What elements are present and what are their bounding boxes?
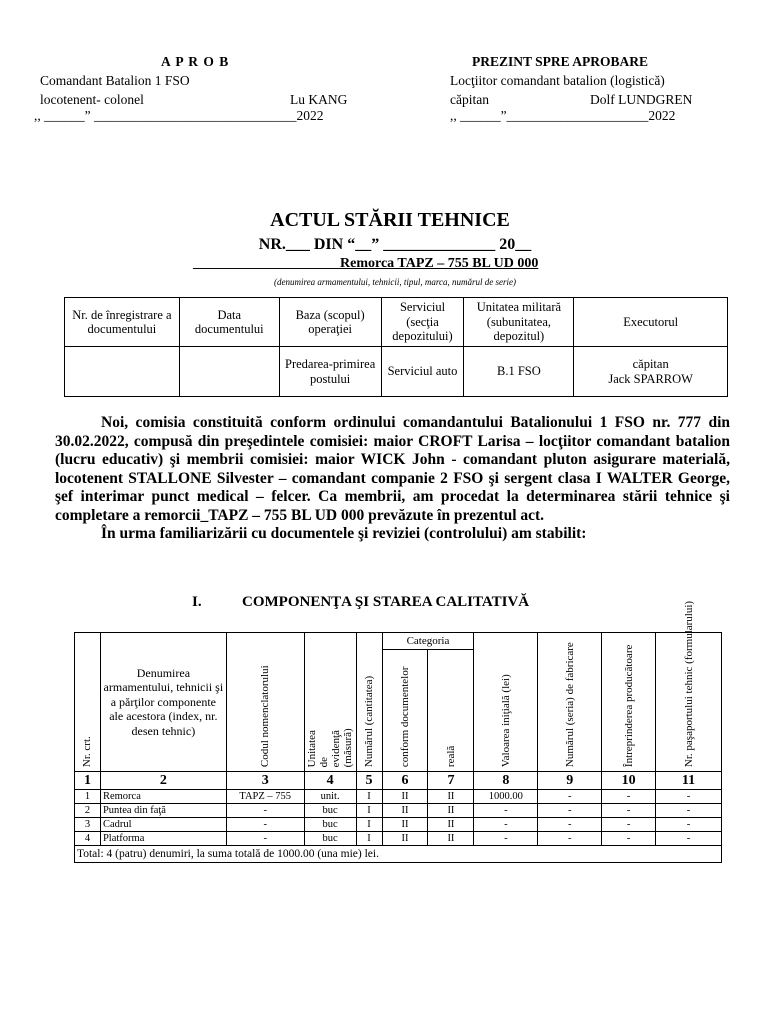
cell: - bbox=[656, 804, 722, 818]
column-number: 6 bbox=[382, 772, 428, 790]
cell: - bbox=[656, 832, 722, 846]
cell: buc bbox=[304, 818, 356, 832]
cell: - bbox=[656, 790, 722, 804]
cell: - bbox=[602, 790, 656, 804]
cell: 1 bbox=[75, 790, 101, 804]
header-nr: Nr. crt. bbox=[75, 633, 101, 772]
cell: II bbox=[382, 818, 428, 832]
header-cat-real: reală bbox=[428, 650, 474, 772]
approve-position: Comandant Batalion 1 FSO bbox=[40, 73, 190, 88]
cell: - bbox=[602, 804, 656, 818]
cell: 1000.00 bbox=[474, 790, 538, 804]
column-number: 3 bbox=[226, 772, 304, 790]
cell: II bbox=[382, 790, 428, 804]
column-number: 11 bbox=[656, 772, 722, 790]
cell: buc bbox=[304, 832, 356, 846]
header-cell: Data documentului bbox=[179, 298, 279, 347]
data-cell: Serviciul auto bbox=[381, 347, 464, 397]
header-category: Categoria bbox=[382, 633, 474, 650]
cell: 2 bbox=[75, 804, 101, 818]
registration-table bbox=[64, 297, 728, 397]
cell: II bbox=[428, 832, 474, 846]
header-maker: Întreprinderea producătoare bbox=[602, 633, 656, 772]
data-cell: B.1 FSO bbox=[464, 347, 574, 397]
column-number: 8 bbox=[474, 772, 538, 790]
submit-rank: căpitan bbox=[450, 92, 489, 107]
cell: II bbox=[428, 818, 474, 832]
header-unit: Unitatea de evidenţă (măsură) bbox=[304, 633, 356, 772]
column-number: 4 bbox=[304, 772, 356, 790]
data-cell: Predarea-primirea postului bbox=[279, 347, 381, 397]
header-code: Codul nomenclatorului bbox=[226, 633, 304, 772]
findings-intro: În urma familiarizării cu documentele şi reviziei (controlului) am stabilit: bbox=[101, 525, 587, 542]
commission-text: Noi, comisia constituită conform ordinului comandantului Batalionului 1 FSO nr. 777 din 30.02.2022, compusă din preşedintele comisiei: maior CROFT Larisa – locţiitor comandant batalion (lucru educativ) şi membrii comisiei: maior WICK John - comandant pluton asigurare materială, locotenent STALLONE Silvester – comandant companie 2 FSO şi sergent clasa I WALTER George, şef interimar punct medical – felcer. Ca membrii, am procedat la determinarea stării tehnice şi completare a remorcii_TAPZ – 755 BL UD 000 prevăzute în prezentul act. bbox=[55, 414, 730, 524]
column-number: 1 bbox=[75, 772, 101, 790]
cell: - bbox=[474, 804, 538, 818]
cell: buc bbox=[304, 804, 356, 818]
approve-heading: A P R O B bbox=[161, 54, 230, 69]
submit-heading: PREZINT SPRE APROBARE bbox=[472, 54, 649, 69]
submit-date-line bbox=[450, 108, 675, 124]
cell: I bbox=[356, 804, 382, 818]
cell: - bbox=[602, 832, 656, 846]
approve-year: 2022 bbox=[296, 108, 324, 123]
header-passport: Nr. paşaportului tehnic (formularului) bbox=[656, 633, 722, 772]
table-row bbox=[75, 804, 722, 818]
cell: II bbox=[382, 832, 428, 846]
cell: - bbox=[474, 832, 538, 846]
cell: - bbox=[538, 832, 602, 846]
cell: - bbox=[656, 818, 722, 832]
approve-name: Lu KANG bbox=[290, 92, 348, 107]
cell: - bbox=[226, 832, 304, 846]
cell: II bbox=[428, 790, 474, 804]
cell: - bbox=[226, 804, 304, 818]
cell: - bbox=[538, 804, 602, 818]
registration-data-row bbox=[65, 347, 728, 397]
document-number-line: NR.___ DIN “__” ______________ 20__ bbox=[258, 236, 532, 253]
submit-year: 2022 bbox=[648, 108, 676, 123]
cell: I bbox=[356, 818, 382, 832]
table-row bbox=[75, 790, 722, 804]
cell: - bbox=[538, 818, 602, 832]
submit-name: Dolf LUNDGREN bbox=[590, 92, 693, 107]
column-number: 5 bbox=[356, 772, 382, 790]
registration-header-row bbox=[65, 298, 728, 347]
cell: Cadrul bbox=[100, 818, 226, 832]
data-cell: căpitan Jack SPARROW bbox=[574, 347, 728, 397]
cell: I bbox=[356, 832, 382, 846]
header-cell: Unitatea militară (subunitatea, depozitul) bbox=[464, 298, 574, 347]
cell: - bbox=[538, 790, 602, 804]
cell: Remorca bbox=[100, 790, 226, 804]
column-number: 9 bbox=[538, 772, 602, 790]
section-title: COMPONENŢA ŞI STAREA CALITATIVĂ bbox=[242, 594, 530, 610]
approve-date-blank: ,, ______” ______________________________ bbox=[34, 108, 297, 123]
column-number-row bbox=[75, 772, 722, 790]
cell: Platforma bbox=[100, 832, 226, 846]
header-value: Valoarea iniţială (lei) bbox=[474, 633, 538, 772]
cell: 4 bbox=[75, 832, 101, 846]
total-text: Total: 4 (patru) denumiri, la suma totală de 1000.00 (una mie) lei. bbox=[75, 846, 722, 863]
subject-text: Remorca TAPZ – 755 BL UD 000 bbox=[340, 256, 539, 271]
document-title: ACTUL STĂRII TEHNICE bbox=[270, 209, 510, 231]
cell: - bbox=[474, 818, 538, 832]
cell: 3 bbox=[75, 818, 101, 832]
cell: Puntea din faţă bbox=[100, 804, 226, 818]
column-number: 2 bbox=[100, 772, 226, 790]
column-number: 7 bbox=[428, 772, 474, 790]
header-serial: Numărul (seria) de fabricare bbox=[538, 633, 602, 772]
header-cell: Nr. de înregistrare a documentului bbox=[65, 298, 180, 347]
submit-position: Locţiitor comandant batalion (logistică) bbox=[450, 73, 665, 88]
total-row bbox=[75, 846, 722, 863]
subject-blank: _____________________ bbox=[193, 256, 340, 271]
cell: TAPZ – 755 bbox=[226, 790, 304, 804]
header-qty: Numărul (cantitatea) bbox=[356, 633, 382, 772]
header-cell: Executorul bbox=[574, 298, 728, 347]
subject-caption: (denumirea armamentului, tehnicii, tipul, marca, numărul de serie) bbox=[273, 277, 517, 287]
section-numeral: I. bbox=[192, 594, 202, 610]
approve-date-line bbox=[34, 108, 324, 124]
data-cell bbox=[65, 347, 180, 397]
approve-rank: locotenent- colonel bbox=[40, 92, 144, 107]
header-cell: Serviciul (secţia depozitului) bbox=[381, 298, 464, 347]
column-number: 10 bbox=[602, 772, 656, 790]
table-row bbox=[75, 818, 722, 832]
components-header-row bbox=[75, 633, 722, 650]
data-cell bbox=[179, 347, 279, 397]
cell: - bbox=[226, 818, 304, 832]
header-name: Denumirea armamentului, tehnicii şi a părţilor componente ale acestora (index, nr. desen tehnic) bbox=[100, 633, 226, 772]
submit-date-blank: ,, ______”_____________________ bbox=[450, 108, 649, 123]
commission-paragraph bbox=[55, 414, 730, 544]
cell: II bbox=[428, 804, 474, 818]
header-cell: Baza (scopul) operaţiei bbox=[279, 298, 381, 347]
table-row bbox=[75, 832, 722, 846]
header-cat-doc: conform documentelor bbox=[382, 650, 428, 772]
cell: - bbox=[602, 818, 656, 832]
cell: I bbox=[356, 790, 382, 804]
document-subject bbox=[193, 256, 538, 272]
cell: unit. bbox=[304, 790, 356, 804]
cell: II bbox=[382, 804, 428, 818]
